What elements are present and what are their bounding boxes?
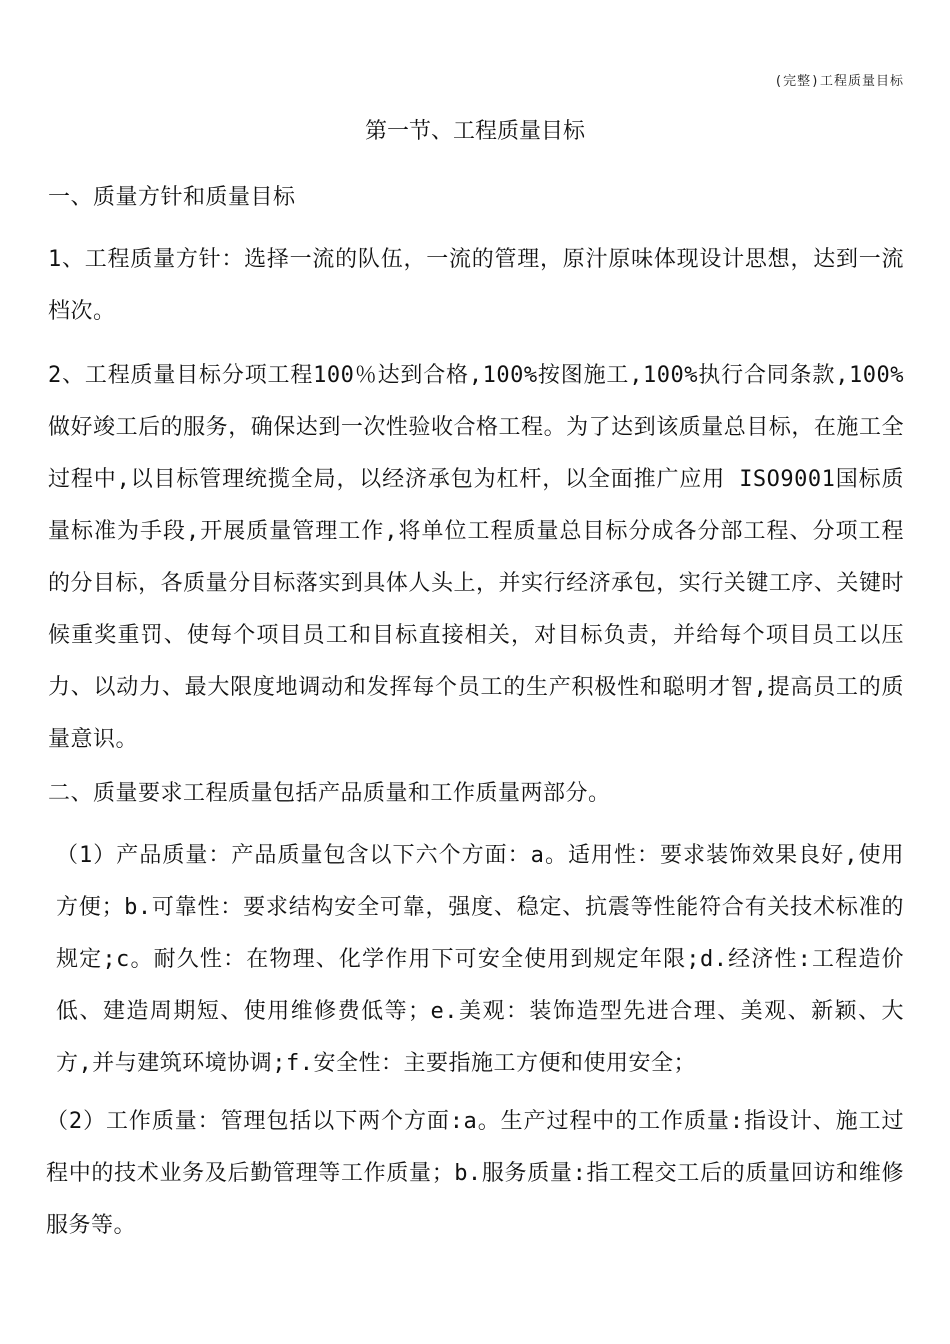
paragraph-product-quality: （1）产品质量：产品质量包含以下六个方面：a。适用性：要求装饰效果良好,使用方便；b.可靠性：要求结构安全可靠，强度、稳定、抗震等性能符合有关技术标准的规定;c。耐久性：在物理、化学作用下可安全使用到规定年限;d.经济性:工程造价低、建造周期短、使用维修费低等；e.美观：装饰造型先进合理、美观、新颖、大方,并与建筑环境协调;f.安全性：主要指施工方便和使用安全； xyxy=(56,843,904,1076)
paragraph-quality-policy: 1、工程质量方针：选择一流的队伍，一流的管理，原汁原味体现设计思想，达到一流档次。 xyxy=(48,247,904,324)
section-heading-1: 一、质量方针和质量目标 xyxy=(48,185,296,210)
section-heading-2: 二、质量要求工程质量包括产品质量和工作质量两部分。 xyxy=(48,781,611,806)
paragraph-quality-goals: 2、工程质量目标分项工程100％达到合格,100%按图施工,100%执行合同条款,100%做好竣工后的服务，确保达到一次性验收合格工程。为了达到该质量总目标，在施工全过程中,以目标管理统揽全局，以经济承包为杠杆，以全面推广应用 ISO9001国标质量标准为手段,开展质量管理工作,将单位工程质量总目标分成各分部工程、分项工程的分目标，各质量分目标落实到具体人头上，并实行经济承包，实行关键工序、关键时候重奖重罚、使每个项目员工和目标直接相关，对目标负责，并给每个项目员工以压力、以动力、最大限度地调动和发挥每个员工的生产积极性和聪明才智,提高员工的质量意识。 xyxy=(48,363,904,752)
paragraph-work-quality: （2）工作质量：管理包括以下两个方面:a。生产过程中的工作质量:指设计、施工过程中的技术业务及后勤管理等工作质量；b.服务质量:指工程交工后的质量回访和维修服务等。 xyxy=(46,1109,904,1238)
page-title: 第一节、工程质量目标 xyxy=(364,119,585,144)
running-header: (完整)工程质量目标 xyxy=(774,74,904,89)
